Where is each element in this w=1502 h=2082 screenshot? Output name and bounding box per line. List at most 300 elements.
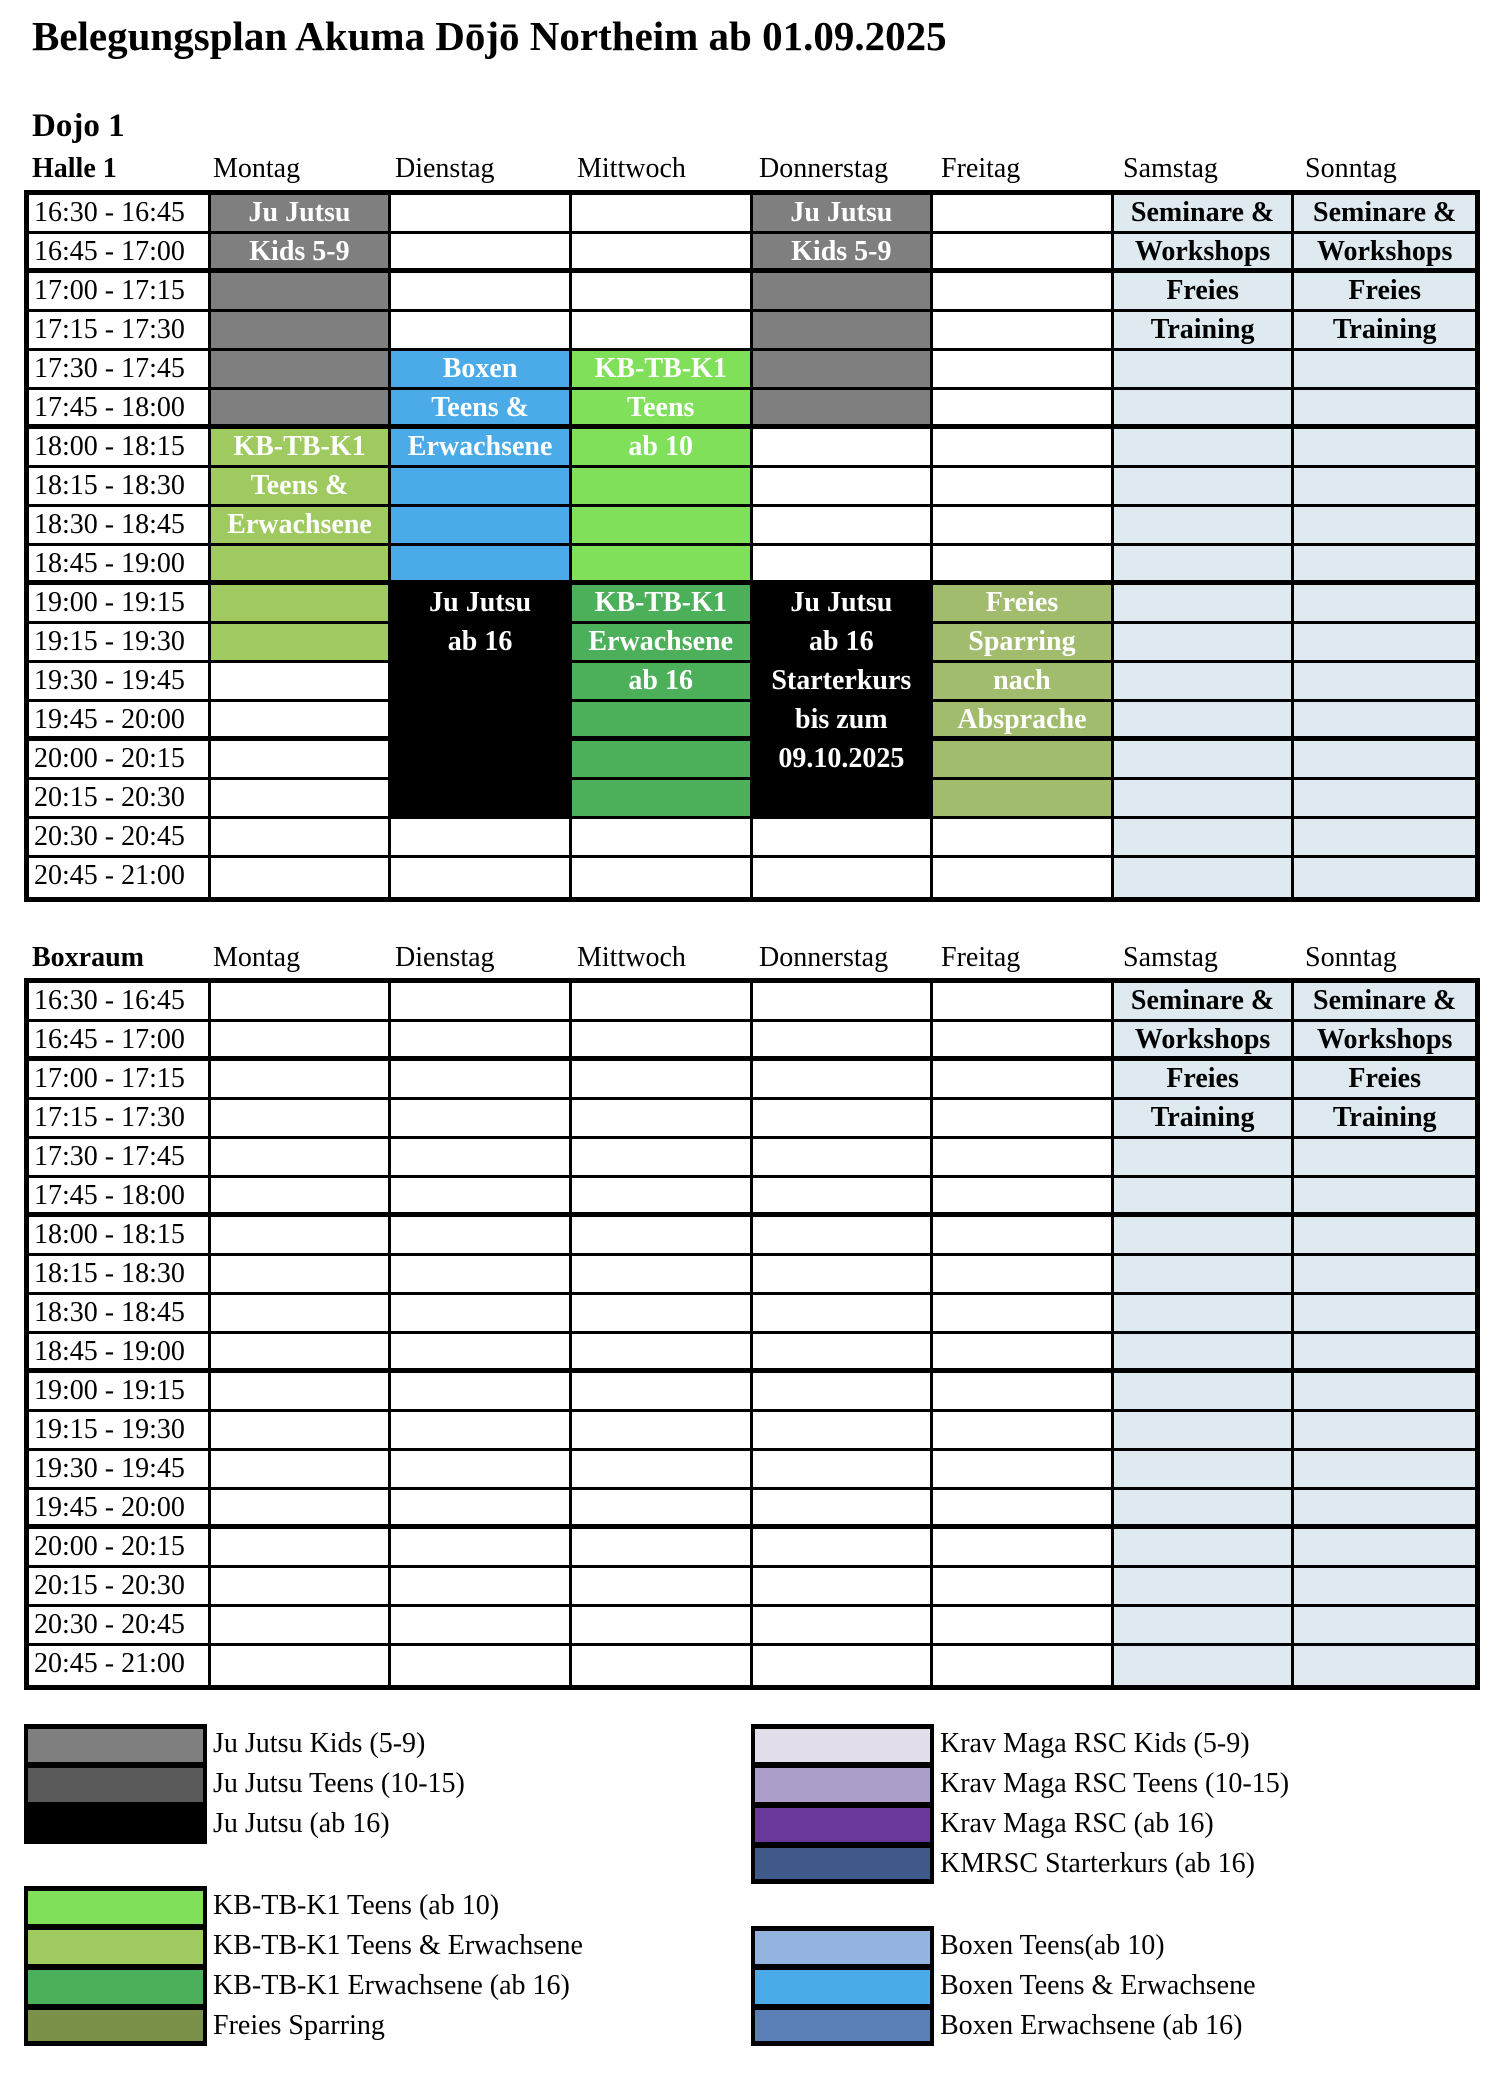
schedule-cell-monday [211, 1100, 392, 1139]
schedule-cell-thursday [753, 858, 934, 897]
schedule-cell-wednesday [572, 1061, 753, 1100]
schedule-cell-sunday [1294, 1646, 1475, 1685]
schedule-cell-tuesday [391, 858, 572, 897]
schedule-grid-halle1 [24, 190, 1480, 902]
day-header-sunday: Sonntag [1305, 153, 1397, 184]
schedule-cell-friday [933, 1607, 1114, 1646]
schedule-cell-wednesday: KB-TB-K1 [572, 585, 753, 624]
legend-label: Boxen Erwachsene (ab 16) [940, 2010, 1243, 2041]
schedule-cell-friday [933, 1022, 1114, 1061]
schedule-cell-tuesday [391, 546, 572, 585]
legend-label: Krav Maga RSC Teens (10-15) [940, 1768, 1290, 1799]
schedule-cell-tuesday [391, 1373, 572, 1412]
time-row [29, 1256, 1475, 1295]
schedule-cell-saturday [1114, 1256, 1295, 1295]
legend-label: KB-TB-K1 Teens & Erwachsene [213, 1930, 583, 1961]
room-name-boxraum: Boxraum [32, 942, 144, 973]
schedule-cell-thursday: Starterkurs [753, 663, 934, 702]
schedule-cell-wednesday [572, 273, 753, 312]
schedule-cell-friday [933, 1451, 1114, 1490]
schedule-cell-tuesday [391, 983, 572, 1022]
schedule-cell-thursday: ab 16 [753, 624, 934, 663]
schedule-cell-friday [933, 195, 1114, 234]
schedule-cell-monday: Kids 5-9 [211, 234, 392, 273]
schedule-cell-sunday [1294, 390, 1475, 429]
schedule-cell-friday [933, 1412, 1114, 1451]
schedule-cell-thursday [753, 507, 934, 546]
schedule-cell-wednesday [572, 1490, 753, 1529]
schedule-cell-tuesday [391, 1022, 572, 1061]
schedule-grid-boxraum [24, 978, 1480, 1690]
time-slot-label: 17:00 - 17:15 [29, 273, 211, 312]
schedule-cell-sunday [1294, 1568, 1475, 1607]
schedule-cell-friday [933, 1061, 1114, 1100]
time-slot-label: 16:45 - 17:00 [29, 234, 211, 273]
schedule-cell-friday: Freies [933, 585, 1114, 624]
schedule-cell-saturday [1114, 663, 1295, 702]
time-slot-label: 17:30 - 17:45 [29, 1139, 211, 1178]
time-slot-label: 19:15 - 19:30 [29, 624, 211, 663]
time-row [29, 585, 1475, 624]
time-row [29, 624, 1475, 663]
legend-label: Boxen Teens & Erwachsene [940, 1970, 1256, 2001]
schedule-cell-tuesday [391, 780, 572, 819]
time-row [29, 1022, 1475, 1061]
legend-label: Krav Maga RSC Kids (5-9) [940, 1728, 1250, 1759]
time-row [29, 1217, 1475, 1256]
schedule-cell-thursday [753, 1529, 934, 1568]
legend-label: Ju Jutsu (ab 16) [213, 1808, 390, 1839]
time-row [29, 507, 1475, 546]
schedule-cell-friday [933, 468, 1114, 507]
schedule-cell-tuesday [391, 1490, 572, 1529]
schedule-cell-saturday [1114, 780, 1295, 819]
schedule-cell-tuesday [391, 1568, 572, 1607]
schedule-cell-thursday [753, 1451, 934, 1490]
schedule-cell-tuesday [391, 1529, 572, 1568]
schedule-cell-sunday [1294, 1451, 1475, 1490]
time-row [29, 1412, 1475, 1451]
schedule-cell-wednesday [572, 1256, 753, 1295]
dojo-heading: Dojo 1 [32, 108, 125, 144]
legend-label: Krav Maga RSC (ab 16) [940, 1808, 1214, 1839]
schedule-cell-thursday [753, 1256, 934, 1295]
schedule-cell-monday [211, 1061, 392, 1100]
schedule-cell-thursday [753, 390, 934, 429]
schedule-cell-tuesday: Boxen [391, 351, 572, 390]
schedule-cell-saturday: Training [1114, 1100, 1295, 1139]
schedule-cell-saturday [1114, 1646, 1295, 1685]
schedule-cell-sunday [1294, 1334, 1475, 1373]
schedule-cell-sunday: Freies [1294, 273, 1475, 312]
legend-swatch [751, 1844, 934, 1884]
day-header-monday: Montag [213, 942, 301, 973]
schedule-cell-friday [933, 546, 1114, 585]
schedule-cell-saturday [1114, 546, 1295, 585]
schedule-cell-sunday [1294, 819, 1475, 858]
schedule-cell-tuesday [391, 1178, 572, 1217]
schedule-cell-saturday: Freies [1114, 273, 1295, 312]
schedule-cell-sunday [1294, 663, 1475, 702]
time-slot-label: 20:15 - 20:30 [29, 780, 211, 819]
schedule-cell-friday [933, 1217, 1114, 1256]
schedule-cell-friday [933, 741, 1114, 780]
legend-item [24, 1804, 390, 1844]
schedule-cell-tuesday [391, 741, 572, 780]
schedule-cell-monday [211, 1295, 392, 1334]
time-row [29, 702, 1475, 741]
schedule-cell-friday: nach [933, 663, 1114, 702]
schedule-cell-sunday [1294, 468, 1475, 507]
schedule-cell-sunday [1294, 351, 1475, 390]
schedule-cell-monday [211, 780, 392, 819]
schedule-cell-wednesday [572, 983, 753, 1022]
time-row [29, 429, 1475, 468]
schedule-cell-saturday [1114, 1607, 1295, 1646]
schedule-cell-saturday: Seminare & [1114, 195, 1295, 234]
schedule-cell-saturday [1114, 351, 1295, 390]
schedule-cell-friday [933, 234, 1114, 273]
schedule-cell-thursday [753, 819, 934, 858]
schedule-cell-friday [933, 819, 1114, 858]
time-row [29, 663, 1475, 702]
schedule-cell-thursday [753, 1373, 934, 1412]
schedule-cell-friday [933, 983, 1114, 1022]
time-slot-label: 16:30 - 16:45 [29, 195, 211, 234]
schedule-cell-thursday: Ju Jutsu [753, 195, 934, 234]
schedule-cell-thursday [753, 546, 934, 585]
legend-swatch [751, 1764, 934, 1804]
time-slot-label: 17:15 - 17:30 [29, 312, 211, 351]
schedule-cell-tuesday [391, 195, 572, 234]
schedule-cell-friday [933, 1256, 1114, 1295]
schedule-cell-saturday [1114, 1490, 1295, 1529]
day-header-monday: Montag [213, 153, 301, 184]
time-slot-label: 19:00 - 19:15 [29, 585, 211, 624]
schedule-cell-wednesday [572, 1217, 753, 1256]
room-name-halle1: Halle 1 [32, 153, 117, 184]
time-row [29, 1373, 1475, 1412]
legend-label: KB-TB-K1 Teens (ab 10) [213, 1890, 500, 1921]
time-slot-label: 16:45 - 17:00 [29, 1022, 211, 1061]
schedule-cell-monday [211, 663, 392, 702]
schedule-cell-saturday: Workshops [1114, 234, 1295, 273]
day-header-friday: Freitag [941, 942, 1021, 973]
day-header-tuesday: Dienstag [395, 942, 495, 973]
schedule-cell-monday [211, 390, 392, 429]
schedule-cell-wednesday: ab 10 [572, 429, 753, 468]
schedule-cell-monday [211, 546, 392, 585]
schedule-cell-monday [211, 1373, 392, 1412]
legend-label: Freies Sparring [213, 2010, 385, 2041]
time-slot-label: 20:00 - 20:15 [29, 1529, 211, 1568]
schedule-cell-saturday [1114, 1373, 1295, 1412]
schedule-cell-tuesday [391, 468, 572, 507]
schedule-cell-sunday [1294, 1529, 1475, 1568]
schedule-cell-tuesday [391, 1412, 572, 1451]
time-row [29, 273, 1475, 312]
time-slot-label: 19:30 - 19:45 [29, 663, 211, 702]
time-row [29, 858, 1475, 897]
schedule-cell-monday [211, 1178, 392, 1217]
legend-swatch [24, 1764, 207, 1804]
schedule-cell-friday [933, 780, 1114, 819]
time-slot-label: 19:30 - 19:45 [29, 1451, 211, 1490]
time-slot-label: 17:45 - 18:00 [29, 390, 211, 429]
schedule-cell-friday [933, 1334, 1114, 1373]
schedule-cell-wednesday: KB-TB-K1 [572, 351, 753, 390]
schedule-cell-wednesday [572, 702, 753, 741]
schedule-cell-wednesday [572, 195, 753, 234]
schedule-cell-wednesday [572, 312, 753, 351]
time-row [29, 1100, 1475, 1139]
schedule-cell-thursday [753, 1412, 934, 1451]
schedule-cell-tuesday [391, 1217, 572, 1256]
time-slot-label: 18:00 - 18:15 [29, 1217, 211, 1256]
schedule-cell-saturday [1114, 1568, 1295, 1607]
schedule-cell-sunday: Seminare & [1294, 983, 1475, 1022]
schedule-cell-tuesday [391, 1139, 572, 1178]
schedule-cell-saturday [1114, 507, 1295, 546]
time-slot-label: 20:30 - 20:45 [29, 819, 211, 858]
schedule-cell-monday: Erwachsene [211, 507, 392, 546]
day-header-friday: Freitag [941, 153, 1021, 184]
schedule-cell-wednesday [572, 234, 753, 273]
day-header-thursday: Donnerstag [759, 942, 889, 973]
legend-item [751, 1926, 1165, 1966]
legend-label: Ju Jutsu Kids (5-9) [213, 1728, 426, 1759]
schedule-cell-tuesday [391, 1295, 572, 1334]
schedule-cell-wednesday [572, 546, 753, 585]
schedule-cell-thursday: bis zum [753, 702, 934, 741]
legend-item [24, 2006, 385, 2046]
time-slot-label: 20:00 - 20:15 [29, 741, 211, 780]
schedule-cell-monday [211, 1022, 392, 1061]
schedule-cell-wednesday [572, 1568, 753, 1607]
schedule-cell-wednesday [572, 1100, 753, 1139]
time-slot-label: 18:15 - 18:30 [29, 1256, 211, 1295]
day-header-thursday: Donnerstag [759, 153, 889, 184]
schedule-cell-thursday: Ju Jutsu [753, 585, 934, 624]
schedule-cell-wednesday [572, 1334, 753, 1373]
time-slot-label: 18:15 - 18:30 [29, 468, 211, 507]
schedule-cell-sunday [1294, 507, 1475, 546]
schedule-cell-saturday [1114, 1139, 1295, 1178]
schedule-cell-monday [211, 1451, 392, 1490]
day-header-sunday: Sonntag [1305, 942, 1397, 973]
day-header-tuesday: Dienstag [395, 153, 495, 184]
schedule-cell-tuesday [391, 507, 572, 546]
schedule-cell-thursday [753, 1334, 934, 1373]
schedule-cell-thursday [753, 1217, 934, 1256]
schedule-cell-friday [933, 1178, 1114, 1217]
schedule-cell-wednesday [572, 1178, 753, 1217]
schedule-cell-monday [211, 1217, 392, 1256]
time-row [29, 1490, 1475, 1529]
time-row [29, 1568, 1475, 1607]
day-header-wednesday: Mittwoch [577, 942, 686, 973]
schedule-cell-saturday [1114, 858, 1295, 897]
schedule-cell-tuesday [391, 273, 572, 312]
schedule-cell-monday [211, 702, 392, 741]
legend-item [751, 1724, 1250, 1764]
schedule-cell-sunday [1294, 1373, 1475, 1412]
schedule-cell-friday [933, 1490, 1114, 1529]
schedule-cell-wednesday [572, 1022, 753, 1061]
schedule-cell-sunday [1294, 1412, 1475, 1451]
time-slot-label: 18:30 - 18:45 [29, 1295, 211, 1334]
page-title: Belegungsplan Akuma Dōjō Northeim ab 01.09.2025 [32, 13, 947, 59]
schedule-cell-wednesday [572, 1373, 753, 1412]
schedule-cell-saturday [1114, 1451, 1295, 1490]
schedule-cell-sunday: Training [1294, 1100, 1475, 1139]
schedule-cell-sunday [1294, 1607, 1475, 1646]
schedule-cell-monday [211, 983, 392, 1022]
schedule-cell-wednesday [572, 780, 753, 819]
schedule-cell-thursday [753, 1646, 934, 1685]
schedule-cell-friday [933, 1100, 1114, 1139]
schedule-cell-monday [211, 1490, 392, 1529]
schedule-cell-tuesday [391, 1100, 572, 1139]
schedule-cell-thursday [753, 1022, 934, 1061]
schedule-cell-saturday [1114, 390, 1295, 429]
schedule-cell-friday [933, 351, 1114, 390]
schedule-cell-saturday [1114, 585, 1295, 624]
time-row [29, 1646, 1475, 1685]
schedule-cell-sunday [1294, 1295, 1475, 1334]
schedule-cell-tuesday [391, 312, 572, 351]
schedule-cell-friday [933, 1373, 1114, 1412]
schedule-cell-friday [933, 858, 1114, 897]
schedule-cell-tuesday [391, 1061, 572, 1100]
schedule-cell-monday: KB-TB-K1 [211, 429, 392, 468]
legend-swatch [24, 1966, 207, 2006]
time-row [29, 1139, 1475, 1178]
schedule-cell-tuesday [391, 1451, 572, 1490]
schedule-cell-saturday [1114, 1412, 1295, 1451]
schedule-cell-wednesday: Teens [572, 390, 753, 429]
schedule-cell-thursday [753, 1607, 934, 1646]
schedule-cell-monday: Teens & [211, 468, 392, 507]
schedule-cell-sunday: Freies [1294, 1061, 1475, 1100]
schedule-cell-saturday: Seminare & [1114, 983, 1295, 1022]
time-slot-label: 20:15 - 20:30 [29, 1568, 211, 1607]
schedule-cell-wednesday [572, 507, 753, 546]
schedule-cell-tuesday: ab 16 [391, 624, 572, 663]
schedule-cell-wednesday [572, 819, 753, 858]
schedule-cell-sunday [1294, 429, 1475, 468]
schedule-cell-wednesday [572, 741, 753, 780]
schedule-cell-sunday [1294, 624, 1475, 663]
legend-swatch [24, 1724, 207, 1764]
time-row [29, 546, 1475, 585]
schedule-cell-saturday [1114, 741, 1295, 780]
schedule-cell-thursday: 09.10.2025 [753, 741, 934, 780]
schedule-cell-sunday [1294, 1256, 1475, 1295]
time-row [29, 1178, 1475, 1217]
legend-swatch [751, 1926, 934, 1966]
schedule-cell-friday [933, 1139, 1114, 1178]
schedule-cell-monday [211, 1412, 392, 1451]
schedule-cell-monday [211, 585, 392, 624]
schedule-cell-tuesday [391, 1646, 572, 1685]
time-row [29, 1451, 1475, 1490]
schedule-cell-saturday [1114, 624, 1295, 663]
legend-item [24, 1966, 570, 2006]
schedule-cell-monday [211, 1646, 392, 1685]
time-slot-label: 17:15 - 17:30 [29, 1100, 211, 1139]
schedule-cell-thursday [753, 273, 934, 312]
legend-item [24, 1764, 465, 1804]
schedule-cell-wednesday [572, 1646, 753, 1685]
schedule-cell-tuesday [391, 819, 572, 858]
schedule-cell-sunday: Training [1294, 312, 1475, 351]
time-slot-label: 18:45 - 19:00 [29, 1334, 211, 1373]
time-row [29, 1529, 1475, 1568]
schedule-cell-monday [211, 351, 392, 390]
time-slot-label: 18:00 - 18:15 [29, 429, 211, 468]
schedule-cell-thursday [753, 429, 934, 468]
schedule-cell-saturday [1114, 1217, 1295, 1256]
schedule-cell-wednesday [572, 468, 753, 507]
day-header-wednesday: Mittwoch [577, 153, 686, 184]
time-slot-label: 16:30 - 16:45 [29, 983, 211, 1022]
schedule-cell-tuesday: Ju Jutsu [391, 585, 572, 624]
schedule-cell-monday [211, 624, 392, 663]
schedule-cell-friday: Sparring [933, 624, 1114, 663]
time-row [29, 312, 1475, 351]
schedule-cell-thursday [753, 1139, 934, 1178]
schedule-cell-thursday [753, 1100, 934, 1139]
schedule-cell-monday [211, 1607, 392, 1646]
legend-swatch [751, 1804, 934, 1844]
schedule-cell-saturday [1114, 468, 1295, 507]
schedule-cell-sunday [1294, 858, 1475, 897]
schedule-cell-thursday [753, 351, 934, 390]
schedule-cell-tuesday [391, 1334, 572, 1373]
schedule-cell-sunday [1294, 1490, 1475, 1529]
schedule-cell-monday [211, 819, 392, 858]
time-row [29, 1334, 1475, 1373]
time-slot-label: 20:30 - 20:45 [29, 1607, 211, 1646]
schedule-cell-sunday: Workshops [1294, 234, 1475, 273]
schedule-cell-thursday [753, 312, 934, 351]
legend-item [24, 1886, 499, 1926]
schedule-cell-wednesday [572, 1529, 753, 1568]
schedule-cell-monday [211, 1568, 392, 1607]
schedule-cell-tuesday [391, 234, 572, 273]
time-slot-label: 17:30 - 17:45 [29, 351, 211, 390]
schedule-cell-wednesday [572, 1139, 753, 1178]
schedule-cell-sunday [1294, 1139, 1475, 1178]
schedule-cell-sunday [1294, 546, 1475, 585]
schedule-cell-friday [933, 429, 1114, 468]
schedule-cell-sunday [1294, 585, 1475, 624]
legend-item [751, 1804, 1214, 1844]
schedule-cell-thursday [753, 1061, 934, 1100]
time-row [29, 983, 1475, 1022]
time-slot-label: 17:00 - 17:15 [29, 1061, 211, 1100]
time-row [29, 819, 1475, 858]
time-row [29, 390, 1475, 429]
legend-item [751, 2006, 1242, 2046]
legend-label: KB-TB-K1 Erwachsene (ab 16) [213, 1970, 570, 2001]
time-slot-label: 18:45 - 19:00 [29, 546, 211, 585]
schedule-cell-friday [933, 1295, 1114, 1334]
schedule-cell-thursday [753, 1295, 934, 1334]
day-header-saturday: Samstag [1123, 153, 1218, 184]
schedule-cell-friday [933, 1568, 1114, 1607]
